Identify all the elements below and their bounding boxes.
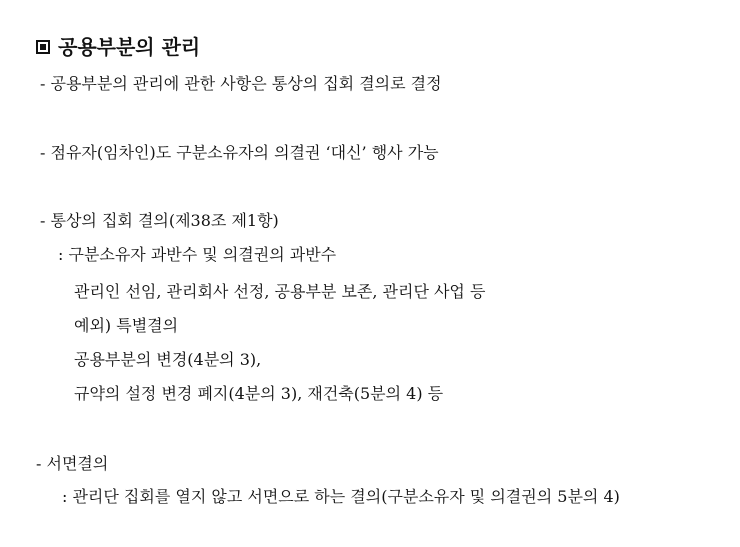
bullet-ordinary-resolution: - 통상의 집회 결의(제38조 제1항) <box>40 211 279 230</box>
ordinary-resolution-items: 관리인 선임, 관리회사 선정, 공용부분 보존, 관리단 사업 등 <box>74 282 486 301</box>
filled-square-icon <box>36 40 50 54</box>
special-resolution-common-change: 공용부분의 변경(4분의 3), <box>74 350 262 369</box>
section-title <box>36 34 200 60</box>
bullet-written-resolution: - 서면결의 <box>36 454 109 473</box>
bullet-common-management: - 공용부분의 관리에 관한 사항은 통상의 집회 결의로 결정 <box>40 74 442 93</box>
special-resolution-rules-rebuild: 규약의 설정 변경 폐지(4분의 3), 재건축(5분의 4) 등 <box>74 384 444 403</box>
written-resolution-description: : 관리단 집회를 열지 않고 서면으로 하는 결의(구분소유자 및 의결권의 5분의 4) <box>62 487 620 506</box>
exception-special-resolution: 예외) 특별결의 <box>74 316 179 335</box>
section-title-text: 공용부분의 관리 <box>58 35 201 59</box>
bullet-occupant-vote: - 점유자(임차인)도 구분소유자의 의결권 ‘대신’ 행사 가능 <box>40 143 439 162</box>
ordinary-resolution-requirement: : 구분소유자 과반수 및 의결권의 과반수 <box>58 245 337 264</box>
